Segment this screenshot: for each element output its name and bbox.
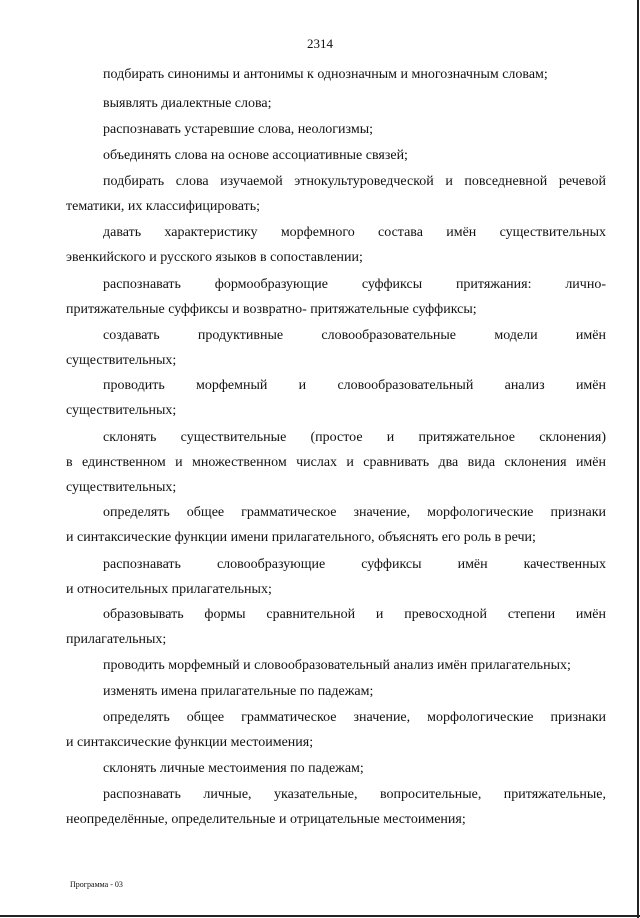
paragraph-line: распознавать формообразующие суффиксы притяжания: лично-: [103, 277, 606, 292]
scan-border-bottom: [0, 915, 640, 917]
paragraph: [66, 169, 606, 219]
paragraph-line: эвенкийского и русского языков в сопоставлении;: [66, 250, 363, 265]
paragraph-line: объединять слова на основе ассоциативные связей;: [103, 148, 408, 163]
paragraph: [66, 117, 606, 142]
paragraph: [66, 756, 606, 781]
paragraph: [66, 500, 606, 550]
paragraph: [66, 62, 606, 87]
paragraph-line: существительных;: [66, 403, 177, 418]
paragraph-line: существительных;: [66, 480, 177, 495]
paragraph: [66, 91, 606, 116]
paragraph: [66, 425, 606, 500]
paragraph: [66, 220, 606, 270]
paragraph-line: определять общее грамматическое значение, морфологические признаки: [103, 710, 606, 725]
paragraph-line: и синтаксические функции имени прилагательного, объяснять его роль в речи;: [66, 530, 536, 545]
paragraph-line: распознавать словообразующие суффиксы имён качественных: [103, 557, 606, 572]
page-footer: Программа - 03: [70, 880, 123, 889]
paragraph-line: определять общее грамматическое значение, морфологические признаки: [103, 505, 606, 520]
paragraph-line: проводить морфемный и словообразовательный анализ имён: [103, 378, 606, 393]
paragraph-line: тематики, их классифицировать;: [66, 199, 260, 214]
paragraph-line: и синтаксические функции местоимения;: [66, 735, 314, 750]
scan-border-right: [637, 0, 639, 918]
paragraph-line: давать характеристику морфемного состава имён существительных: [103, 225, 606, 240]
paragraph-line: подбирать синонимы и антонимы к однозначным и многозначным словам;: [103, 67, 548, 82]
paragraph-line: существительных;: [66, 353, 177, 368]
paragraph-line: неопределённые, определительные и отрицательные местоимения;: [66, 812, 466, 827]
paragraph-line: прилагательных;: [66, 632, 167, 647]
paragraph-line: изменять имена прилагательные по падежам;: [103, 684, 374, 699]
paragraph: [66, 653, 606, 678]
paragraph-line: создавать продуктивные словообразовательные модели имён: [103, 328, 606, 343]
paragraph-line: притяжательные суффиксы и возвратно- притяжательные суффиксы;: [66, 302, 477, 317]
paragraph: [66, 373, 606, 423]
paragraph-line: проводить морфемный и словообразовательный анализ имён прилагательных;: [103, 658, 571, 673]
paragraph-line: распознавать устаревшие слова, неологизмы;: [103, 122, 374, 137]
paragraph: [66, 272, 606, 322]
paragraph: [66, 143, 606, 168]
paragraph: [66, 602, 606, 652]
paragraph-line: в единственном и множественном числах и сравнивать два вида склонения имён: [66, 455, 606, 470]
paragraph: [66, 705, 606, 755]
paragraph: [66, 782, 606, 832]
paragraph-line: выявлять диалектные слова;: [103, 96, 272, 111]
paragraph-line: подбирать слова изучаемой этнокультуроведческой и повседневной речевой: [103, 174, 606, 189]
paragraph-line: образовывать формы сравнительной и превосходной степени имён: [103, 607, 606, 622]
paragraph: [66, 679, 606, 704]
paragraph: [66, 323, 606, 373]
page-number: 2314: [307, 36, 333, 51]
paragraph: [66, 552, 606, 602]
paragraph-line: склонять существительные (простое и притяжательное склонения): [103, 430, 606, 445]
paragraph-line: распознавать личные, указательные, вопросительные, притяжательные,: [103, 787, 606, 802]
paragraph-line: склонять личные местоимения по падежам;: [103, 761, 364, 776]
paragraph-line: и относительных прилагательных;: [66, 582, 272, 597]
